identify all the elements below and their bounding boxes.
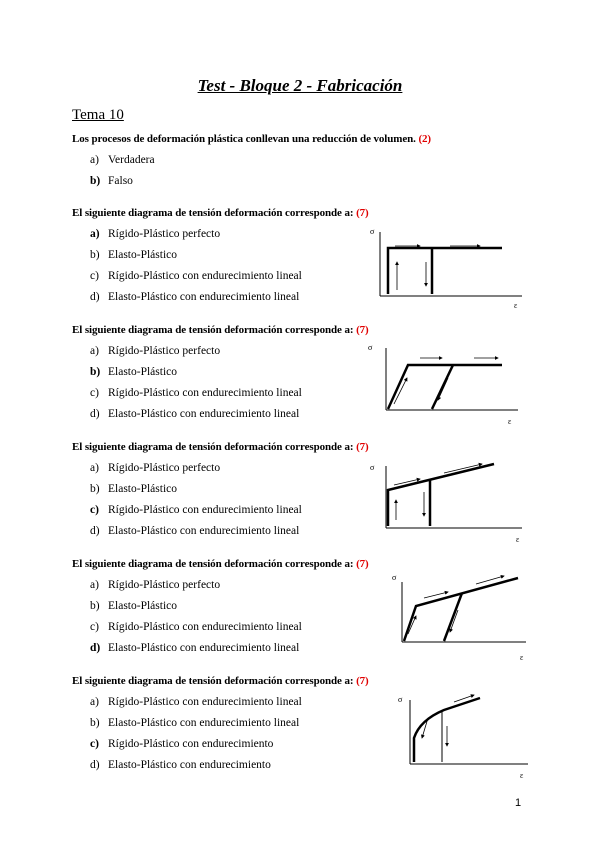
page-number: 1 bbox=[515, 797, 522, 809]
epsilon-label: ε bbox=[520, 771, 524, 780]
option-c[interactable]: c) Rígido-Plástico con endurecimiento lineal bbox=[90, 270, 302, 282]
option-d[interactable]: d) Elasto-Plástico con endurecimiento lineal bbox=[90, 408, 300, 420]
sigma-label: σ bbox=[398, 695, 403, 704]
stress-strain-diagram-rigid-hardening bbox=[392, 688, 542, 789]
option-b[interactable]: b) Elasto-Plástico con endurecimiento lineal bbox=[90, 717, 300, 729]
option-a[interactable]: a) Verdadera bbox=[90, 154, 155, 166]
unload-line bbox=[444, 593, 462, 641]
unload-line bbox=[432, 365, 453, 409]
question-points: (7) bbox=[356, 324, 369, 336]
epsilon-label: ε bbox=[508, 417, 512, 426]
arrow bbox=[438, 378, 448, 400]
option-a[interactable]: a) Rígido-Plástico perfecto bbox=[90, 345, 221, 357]
stress-strain-diagram-rigid-plastic bbox=[362, 222, 532, 317]
option-c[interactable]: c) Rígido-Plástico con endurecimiento bbox=[90, 738, 274, 750]
option-b[interactable]: b) Elasto-Plástico bbox=[90, 600, 177, 612]
option-a[interactable]: a) Rígido-Plástico perfecto bbox=[90, 462, 221, 474]
sigma-label: σ bbox=[392, 573, 397, 582]
option-d[interactable]: d) Elasto-Plástico con endurecimiento lineal bbox=[90, 525, 300, 537]
sigma-label: σ bbox=[368, 343, 373, 352]
stress-strain-diagram-elasto-plastic bbox=[362, 338, 532, 435]
epsilon-label: ε bbox=[516, 535, 520, 544]
option-b[interactable]: b) Elasto-Plástico bbox=[90, 366, 177, 378]
curve bbox=[404, 578, 518, 641]
curve bbox=[388, 248, 502, 294]
question-text: El siguiente diagrama de tensión deformación corresponde a: (7) bbox=[72, 675, 369, 687]
option-d[interactable]: d) Elasto-Plástico con endurecimiento lineal bbox=[90, 291, 300, 303]
epsilon-label: ε bbox=[514, 301, 518, 310]
question-points: (7) bbox=[356, 441, 369, 453]
document-title: Test - Bloque 2 - Fabricación bbox=[197, 76, 403, 95]
question-1 bbox=[72, 131, 542, 193]
option-d[interactable]: d) Elasto-Plástico con endurecimiento lineal bbox=[90, 642, 300, 654]
option-a[interactable]: a) Rígido-Plástico con endurecimiento lineal bbox=[90, 696, 302, 708]
section-heading: Tema 10 bbox=[72, 107, 124, 123]
option-a[interactable]: a) Rígido-Plástico perfecto bbox=[90, 228, 221, 240]
epsilon-label: ε bbox=[520, 653, 524, 662]
question-points: (7) bbox=[356, 675, 369, 687]
curve bbox=[388, 464, 494, 526]
option-c[interactable]: c) Rígido-Plástico con endurecimiento lineal bbox=[90, 504, 302, 516]
option-b[interactable]: b) Elasto-Plástico bbox=[90, 249, 177, 261]
option-a[interactable]: a) Rígido-Plástico perfecto bbox=[90, 579, 221, 591]
sigma-label: σ bbox=[370, 227, 375, 236]
stress-strain-diagram-elasto-linear-hardening bbox=[376, 566, 536, 667]
option-b[interactable]: b) Elasto-Plástico bbox=[90, 483, 177, 495]
question-text: El siguiente diagrama de tensión deformación corresponde a: (7) bbox=[72, 441, 369, 453]
stress-strain-diagram-rigid-linear-hardening bbox=[362, 456, 532, 551]
option-d[interactable]: d) Elasto-Plástico con endurecimiento bbox=[90, 759, 271, 771]
question-points: (2) bbox=[418, 133, 431, 145]
question-text: El siguiente diagrama de tensión deformación corresponde a: (7) bbox=[72, 324, 369, 336]
option-c[interactable]: c) Rígido-Plástico con endurecimiento lineal bbox=[90, 621, 302, 633]
sigma-label: σ bbox=[370, 463, 375, 472]
option-b[interactable]: b) Falso bbox=[90, 175, 133, 187]
question-text: El siguiente diagrama de tensión deformación corresponde a: (7) bbox=[72, 207, 369, 219]
question-text: El siguiente diagrama de tensión deformación corresponde a: (7) bbox=[72, 558, 369, 570]
curve bbox=[388, 365, 502, 409]
option-c[interactable]: c) Rígido-Plástico con endurecimiento lineal bbox=[90, 387, 302, 399]
question-points: (7) bbox=[356, 207, 369, 219]
question-text: Los procesos de deformación plástica conllevan una reducción de volumen. (2) bbox=[72, 133, 431, 145]
question-points: (7) bbox=[356, 558, 369, 570]
